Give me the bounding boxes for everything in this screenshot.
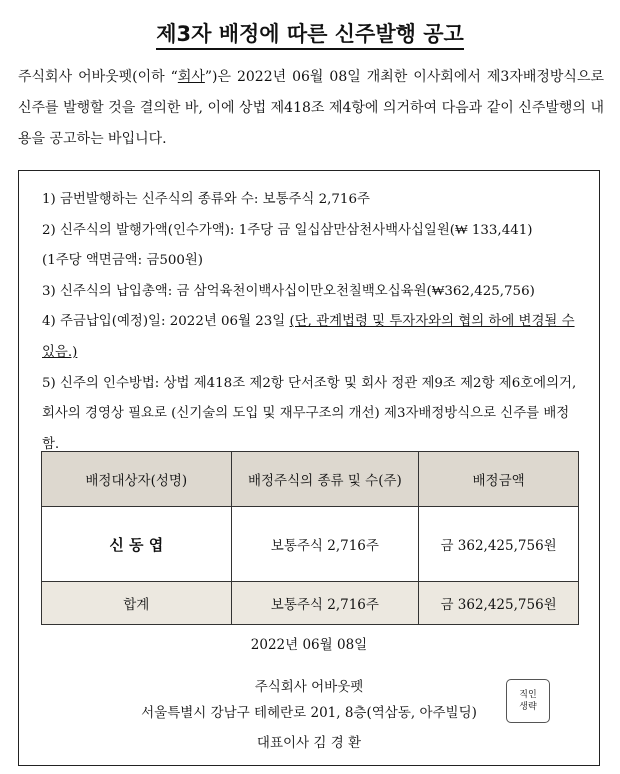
recipient-name: 신 동 엽 (42, 507, 232, 582)
payment-date-text: 4) 주금납입(예정)일: 2022년 06월 23일 (42, 314, 290, 330)
issuance-items (42, 185, 582, 460)
intro-before: 주식회사 어바웃펫(이하 “ (18, 69, 178, 85)
notice-title (0, 18, 620, 48)
item-issue-price: 2) 신주식의 발행가액(인수가액): 1주당 금 일십삼만삼천사백사십일원(₩ 133,441) (42, 222, 533, 238)
company-name: 주식회사 어바웃펫 (254, 679, 364, 695)
notice-box (18, 170, 600, 766)
notice-date: 2022년 06월 08일 (250, 637, 368, 653)
table-row (42, 507, 579, 582)
item-total-payment: 3) 신주식의 납입총액: 금 삼억육천이백사십이만오천칠백오십육원(₩362,425,756) (42, 283, 535, 299)
total-shares: 보통주식 2,716주 (231, 582, 419, 625)
company-address: 서울특별시 강남구 테헤란로 201, 8층(역삼동, 아주빌딩) (141, 705, 477, 721)
header-shares: 배정주식의 종류 및 수(주) (231, 452, 419, 507)
ceo-name: 대표이사 김 경 환 (256, 735, 362, 751)
allocation-table (41, 451, 579, 625)
recipient-shares: 보통주식 2,716주 (231, 507, 419, 582)
seal-text-2: 생략 (519, 702, 537, 712)
table-header-row (42, 452, 579, 507)
intro-company-abbrev: 회사 (177, 69, 205, 85)
seal-omitted-stamp (506, 679, 550, 723)
recipient-amount: 금 362,425,756원 (419, 507, 579, 582)
item-par-value: (1주당 액면금액: 금500원) (42, 253, 204, 269)
title-text: 제3자 배정에 따른 신주발행 공고 (156, 22, 464, 50)
item-allocation-method: 5) 신주의 인수방법: 상법 제418조 제2항 단서조항 및 회사 정관 제9조 제2항 제6호에의거, 회사의 경영상 필요로 (신기술의 도입 및 재무구조의 개선) 제3자배정방식으로 신주를 배정함. (42, 375, 577, 452)
intro-paragraph (18, 62, 604, 155)
total-label: 합계 (42, 582, 232, 625)
table-total-row (42, 582, 579, 625)
intro-after: ”)은 2022년 06월 08일 개최한 이사회에서 제3자배정방식으로 신주를 발행할 것을 결의한 바, 이에 상법 제418조 제4항에 의거하여 다음과 같이 신주발행의 내용을 공고하는 바입니다. (18, 69, 604, 147)
item-share-type: 1) 금번발행하는 신주식의 종류와 수: 보통주식 2,716주 (42, 192, 370, 207)
payment-date-note: (단, 관계법령 및 투자자와의 협의 하에 변경될 수 있음.) (42, 314, 575, 360)
item-payment-date (42, 307, 582, 368)
header-amount: 배정금액 (419, 452, 579, 507)
seal-text-1: 직인 (519, 690, 537, 700)
total-amount: 금 362,425,756원 (419, 582, 579, 625)
header-recipient: 배정대상자(성명) (42, 452, 232, 507)
